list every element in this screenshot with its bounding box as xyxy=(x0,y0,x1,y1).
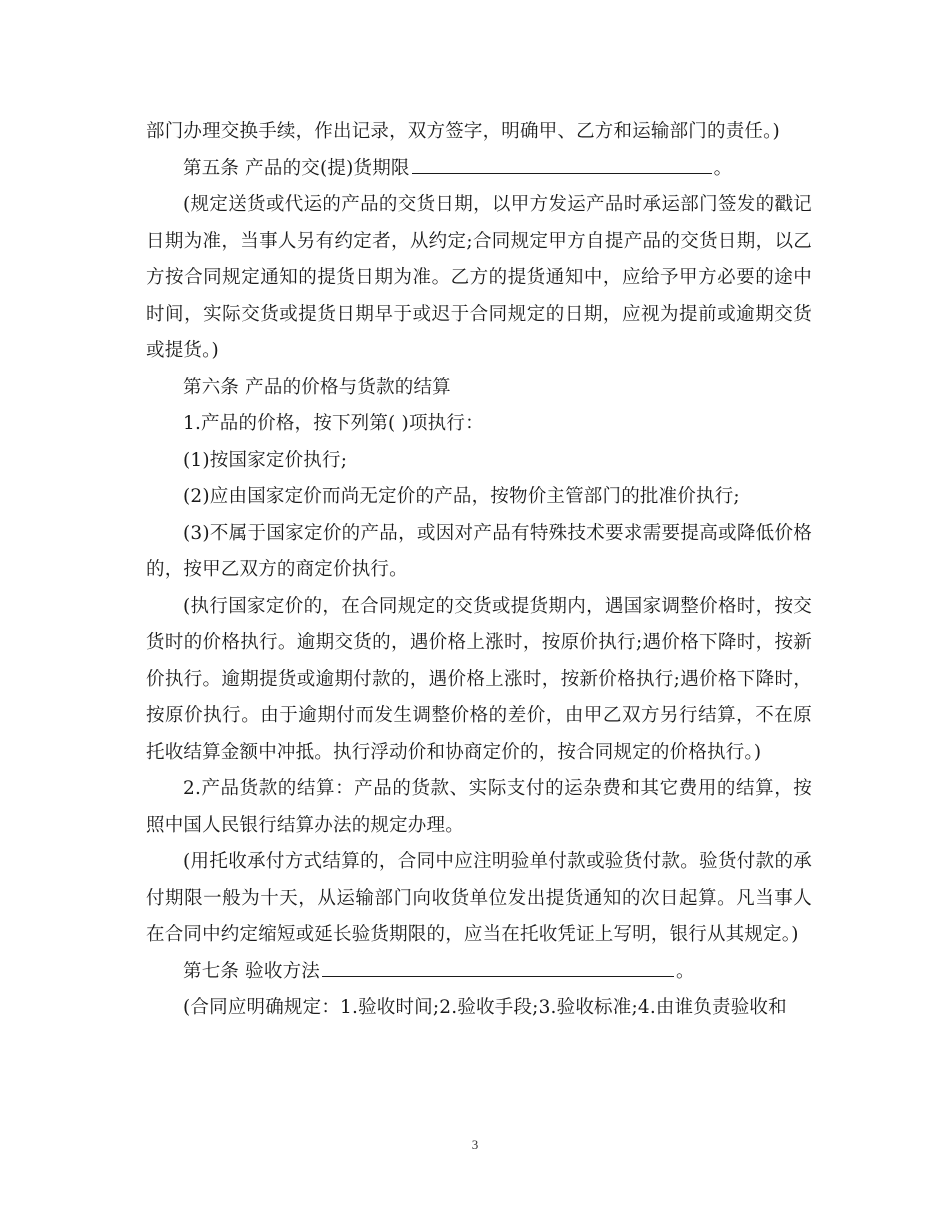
article-7-end: 。 xyxy=(675,960,695,982)
paragraph-collection-note: (用托收承付方式结算的，合同中应注明验单付款或验货付款。验货付款的承付期限一般为十天，从运输部门向收货单位发出提货通知的次日起算。凡当事人在合同中约定缩短或延长验货期限的，应当在托收凭证上写明，银行从其规定。) xyxy=(146,851,812,945)
document-page xyxy=(146,114,812,1027)
paragraph-price-item: 1.产品的价格，按下列第( )项执行： xyxy=(183,413,484,434)
paragraph-price-adjustment-note: (执行国家定价的，在合同规定的交货或提货期内，遇国家调整价格时，按交货时的价格执行。逾期交货的，遇价格上涨时，按原价执行;遇价格下降时，按新价执行。逾期提货或逾期付款的，遇价格上涨时，按新价格执行;遇价格下降时，按原价执行。由于逾期付而发生调整价格的差价，由甲乙双方另行结算，不在原托收结算金额中冲抵。执行浮动价和协商定价的，按合同规定的价格执行。) xyxy=(146,595,812,763)
article-5-end: 。 xyxy=(713,157,733,179)
article-7-inspection-method xyxy=(146,954,812,991)
paragraph-continuation: 部门办理交换手续，作出记录，双方签字，明确甲、乙方和运输部门的责任。) xyxy=(146,121,780,142)
paragraph-inspection-note: (合同应明确规定：1.验收时间;2.验收手段;3.验收标准;4.由谁负责验收和 xyxy=(183,997,787,1018)
price-option-3: (3)不属于国家定价的产品，或因对产品有特殊技术要求需要提高或降低价格的，按甲乙双方的商定价执行。 xyxy=(146,522,812,580)
price-option-1: (1)按国家定价执行; xyxy=(183,449,348,471)
inspection-method-blank[interactable] xyxy=(322,956,674,977)
page-number: 3 xyxy=(471,1137,479,1152)
price-option-2: (2)应由国家定价而尚无定价的产品，按物价主管部门的批准价执行; xyxy=(183,486,740,507)
delivery-period-blank[interactable] xyxy=(412,153,712,174)
paragraph-delivery-date-note: (规定送货或代运的产品的交货日期，以甲方发运产品时承运部门签发的戳记日期为准，当事人另有约定者，从约定;合同规定甲方自提产品的交货日期，以乙方按合同规定通知的提货日期为准。乙方的提货通知中，应给予甲方必要的途中时间，实际交货或提货日期早于或迟于合同规定的日期，应视为提前或逾期交货或提货。) xyxy=(146,194,812,361)
article-7-label: 第七条 验收方法 xyxy=(183,960,320,982)
article-5-label: 第五条 产品的交(提)货期限 xyxy=(183,157,410,179)
article-6-heading: 第六条 产品的价格与货款的结算 xyxy=(183,376,451,398)
paragraph-payment-settlement: 2.产品货款的结算：产品的货款、实际支付的运杂费和其它费用的结算，按照中国人民银行结算办法的规定办理。 xyxy=(146,778,812,836)
article-5-delivery-period xyxy=(146,151,812,188)
